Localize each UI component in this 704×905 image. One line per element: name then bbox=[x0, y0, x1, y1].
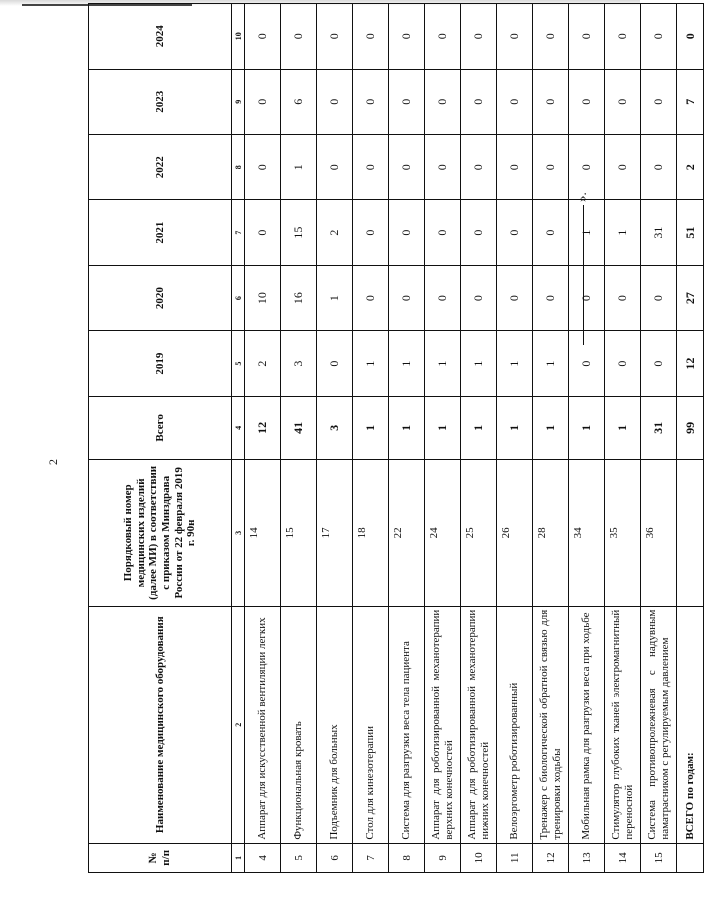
value-2021: 15 bbox=[281, 200, 317, 265]
value-2019: 0 bbox=[641, 331, 677, 396]
total-reg-cell bbox=[677, 459, 704, 606]
column-number: 2 bbox=[232, 606, 245, 843]
value-2019: 1 bbox=[461, 331, 497, 396]
value-2020: 0 bbox=[641, 265, 677, 330]
value-2024: 0 bbox=[605, 4, 641, 70]
value-2024: 0 bbox=[245, 4, 281, 70]
value-2023: 0 bbox=[353, 69, 389, 134]
row-number: 9 bbox=[425, 843, 461, 872]
row-number: 13 bbox=[569, 843, 605, 872]
row-number: 10 bbox=[461, 843, 497, 872]
table-row bbox=[245, 4, 281, 873]
value-2021: 0 bbox=[497, 200, 533, 265]
value-2023: 0 bbox=[317, 69, 353, 134]
total-2023-value: 7 bbox=[677, 69, 704, 134]
value-2022: 0 bbox=[389, 134, 425, 199]
value-2023: 0 bbox=[425, 69, 461, 134]
total-count: 1 bbox=[461, 396, 497, 459]
row-number: 12 bbox=[533, 843, 569, 872]
value-2019: 0 bbox=[569, 331, 605, 396]
total-count: 41 bbox=[281, 396, 317, 459]
closing-mark: ». bbox=[574, 192, 589, 202]
equipment-name: Аппарат для роботизированной механотерапии нижних конечностей bbox=[461, 606, 497, 843]
value-2023: 0 bbox=[569, 69, 605, 134]
column-number: 4 bbox=[232, 396, 245, 459]
reg-number: 34 bbox=[569, 459, 605, 606]
total-all-value: 99 bbox=[677, 396, 704, 459]
value-2021: 1 bbox=[569, 200, 605, 265]
value-2023: 0 bbox=[245, 69, 281, 134]
row-number: 11 bbox=[497, 843, 533, 872]
value-2022: 0 bbox=[245, 134, 281, 199]
value-2020: 16 bbox=[281, 265, 317, 330]
value-2022: 0 bbox=[533, 134, 569, 199]
equipment-name: Стол для кинезотерапии bbox=[353, 606, 389, 843]
total-count: 31 bbox=[641, 396, 677, 459]
value-2019: 0 bbox=[317, 331, 353, 396]
reg-number: 24 bbox=[425, 459, 461, 606]
total-count: 1 bbox=[533, 396, 569, 459]
value-2023: 0 bbox=[533, 69, 569, 134]
value-2022: 0 bbox=[641, 134, 677, 199]
total-count: 1 bbox=[569, 396, 605, 459]
value-2024: 0 bbox=[497, 4, 533, 70]
value-2020: 0 bbox=[389, 265, 425, 330]
table-row bbox=[353, 4, 389, 873]
value-2019: 1 bbox=[533, 331, 569, 396]
table-body bbox=[245, 4, 677, 873]
table-row bbox=[533, 4, 569, 873]
equipment-name: Подъемник для больных bbox=[317, 606, 353, 843]
table-header-row bbox=[89, 4, 232, 873]
value-2024: 0 bbox=[461, 4, 497, 70]
value-2021: 0 bbox=[461, 200, 497, 265]
value-2020: 0 bbox=[605, 265, 641, 330]
value-2022: 1 bbox=[281, 134, 317, 199]
header-year-2024: 2024 bbox=[89, 4, 232, 70]
value-2021: 1 bbox=[605, 200, 641, 265]
reg-number: 22 bbox=[389, 459, 425, 606]
total-num-cell bbox=[677, 843, 704, 872]
table-row bbox=[461, 4, 497, 873]
header-num: № п/п bbox=[89, 843, 232, 872]
header-year-2020: 2020 bbox=[89, 265, 232, 330]
reg-number: 14 bbox=[245, 459, 281, 606]
equipment-name: Аппарат для искусственной вентиляции легких bbox=[245, 606, 281, 843]
value-2024: 0 bbox=[533, 4, 569, 70]
value-2022: 0 bbox=[497, 134, 533, 199]
value-2019: 2 bbox=[245, 331, 281, 396]
header-year-2021: 2021 bbox=[89, 200, 232, 265]
column-number: 10 bbox=[232, 4, 245, 70]
header-year-2022: 2022 bbox=[89, 134, 232, 199]
total-label: ВСЕГО по годам: bbox=[677, 606, 704, 843]
column-number: 5 bbox=[232, 331, 245, 396]
column-number: 7 bbox=[232, 200, 245, 265]
value-2021: 0 bbox=[425, 200, 461, 265]
reg-number: 26 bbox=[497, 459, 533, 606]
table-row bbox=[605, 4, 641, 873]
value-2020: 0 bbox=[425, 265, 461, 330]
column-number: 8 bbox=[232, 134, 245, 199]
column-number: 9 bbox=[232, 69, 245, 134]
header-year-2023: 2023 bbox=[89, 69, 232, 134]
value-2020: 0 bbox=[497, 265, 533, 330]
reg-number: 17 bbox=[317, 459, 353, 606]
table-row bbox=[425, 4, 461, 873]
total-count: 1 bbox=[425, 396, 461, 459]
value-2023: 6 bbox=[281, 69, 317, 134]
value-2023: 0 bbox=[641, 69, 677, 134]
value-2023: 0 bbox=[497, 69, 533, 134]
value-2024: 0 bbox=[641, 4, 677, 70]
total-count: 1 bbox=[605, 396, 641, 459]
value-2021: 0 bbox=[533, 200, 569, 265]
value-2022: 0 bbox=[605, 134, 641, 199]
equipment-name: Мобильная рамка для разгрузки веса при ходьбе bbox=[569, 606, 605, 843]
total-count: 3 bbox=[317, 396, 353, 459]
row-number: 14 bbox=[605, 843, 641, 872]
value-2020: 0 bbox=[533, 265, 569, 330]
total-count: 1 bbox=[389, 396, 425, 459]
table-row bbox=[569, 4, 605, 873]
total-2020-value: 27 bbox=[677, 265, 704, 330]
value-2021: 0 bbox=[245, 200, 281, 265]
total-2019-value: 12 bbox=[677, 331, 704, 396]
header-reg-number: Порядковый номер медицинских изделий (далее МИ) в соответствии с приказом Минздрава России от 22 февраля 2019 г. 90н bbox=[89, 459, 232, 606]
header-name: Наименование медицинского оборудования bbox=[89, 606, 232, 843]
row-number: 7 bbox=[353, 843, 389, 872]
value-2023: 0 bbox=[605, 69, 641, 134]
total-count: 12 bbox=[245, 396, 281, 459]
value-2020: 0 bbox=[353, 265, 389, 330]
value-2019: 1 bbox=[425, 331, 461, 396]
signature-line bbox=[583, 205, 584, 345]
equipment-name: Тренажер с биологической обратной связью для тренировки ходьбы bbox=[533, 606, 569, 843]
value-2022: 0 bbox=[353, 134, 389, 199]
value-2019: 1 bbox=[389, 331, 425, 396]
value-2024: 0 bbox=[425, 4, 461, 70]
equipment-name: Функциональная кровать bbox=[281, 606, 317, 843]
value-2022: 0 bbox=[569, 134, 605, 199]
value-2023: 0 bbox=[461, 69, 497, 134]
page-number: 2 bbox=[46, 459, 60, 465]
table-total-row bbox=[677, 4, 704, 873]
value-2022: 0 bbox=[461, 134, 497, 199]
column-number: 3 bbox=[232, 459, 245, 606]
equipment-name: Система противопролежневая с надувным наматрасником с регулируемым давлением bbox=[641, 606, 677, 843]
value-2023: 0 bbox=[389, 69, 425, 134]
value-2024: 0 bbox=[389, 4, 425, 70]
value-2021: 0 bbox=[389, 200, 425, 265]
value-2020: 0 bbox=[461, 265, 497, 330]
value-2019: 1 bbox=[353, 331, 389, 396]
table-row bbox=[497, 4, 533, 873]
value-2024: 0 bbox=[569, 4, 605, 70]
column-number: 1 bbox=[232, 843, 245, 872]
reg-number: 28 bbox=[533, 459, 569, 606]
value-2020: 10 bbox=[245, 265, 281, 330]
reg-number: 36 bbox=[641, 459, 677, 606]
table-row bbox=[317, 4, 353, 873]
table-row bbox=[389, 4, 425, 873]
row-number: 8 bbox=[389, 843, 425, 872]
value-2022: 0 bbox=[317, 134, 353, 199]
value-2024: 0 bbox=[353, 4, 389, 70]
total-count: 1 bbox=[497, 396, 533, 459]
reg-number: 35 bbox=[605, 459, 641, 606]
column-number: 6 bbox=[232, 265, 245, 330]
value-2019: 3 bbox=[281, 331, 317, 396]
value-2021: 2 bbox=[317, 200, 353, 265]
value-2021: 31 bbox=[641, 200, 677, 265]
equipment-name: Стимулятор глубоких тканей электромагнитный переносной bbox=[605, 606, 641, 843]
equipment-name: Велоэргометр роботизированный bbox=[497, 606, 533, 843]
total-count: 1 bbox=[353, 396, 389, 459]
column-numbers-row bbox=[232, 4, 245, 873]
row-number: 6 bbox=[317, 843, 353, 872]
value-2020: 1 bbox=[317, 265, 353, 330]
reg-number: 15 bbox=[281, 459, 317, 606]
row-number: 5 bbox=[281, 843, 317, 872]
value-2019: 1 bbox=[497, 331, 533, 396]
value-2024: 0 bbox=[281, 4, 317, 70]
total-2024-value: 0 bbox=[677, 4, 704, 70]
value-2019: 0 bbox=[605, 331, 641, 396]
reg-number: 18 bbox=[353, 459, 389, 606]
equipment-name: Аппарат для роботизированной механотерапии верхних конечностей bbox=[425, 606, 461, 843]
equipment-table bbox=[88, 3, 704, 873]
row-number: 4 bbox=[245, 843, 281, 872]
value-2024: 0 bbox=[317, 4, 353, 70]
total-2021-value: 51 bbox=[677, 200, 704, 265]
value-2021: 0 bbox=[353, 200, 389, 265]
header-total: Всего bbox=[89, 396, 232, 459]
table-row bbox=[641, 4, 677, 873]
row-number: 15 bbox=[641, 843, 677, 872]
header-year-2019: 2019 bbox=[89, 331, 232, 396]
value-2020: 0 bbox=[569, 265, 605, 330]
total-2022-value: 2 bbox=[677, 134, 704, 199]
table-row bbox=[281, 4, 317, 873]
equipment-name: Система для разгрузки веса тела пациента bbox=[389, 606, 425, 843]
value-2022: 0 bbox=[425, 134, 461, 199]
reg-number: 25 bbox=[461, 459, 497, 606]
